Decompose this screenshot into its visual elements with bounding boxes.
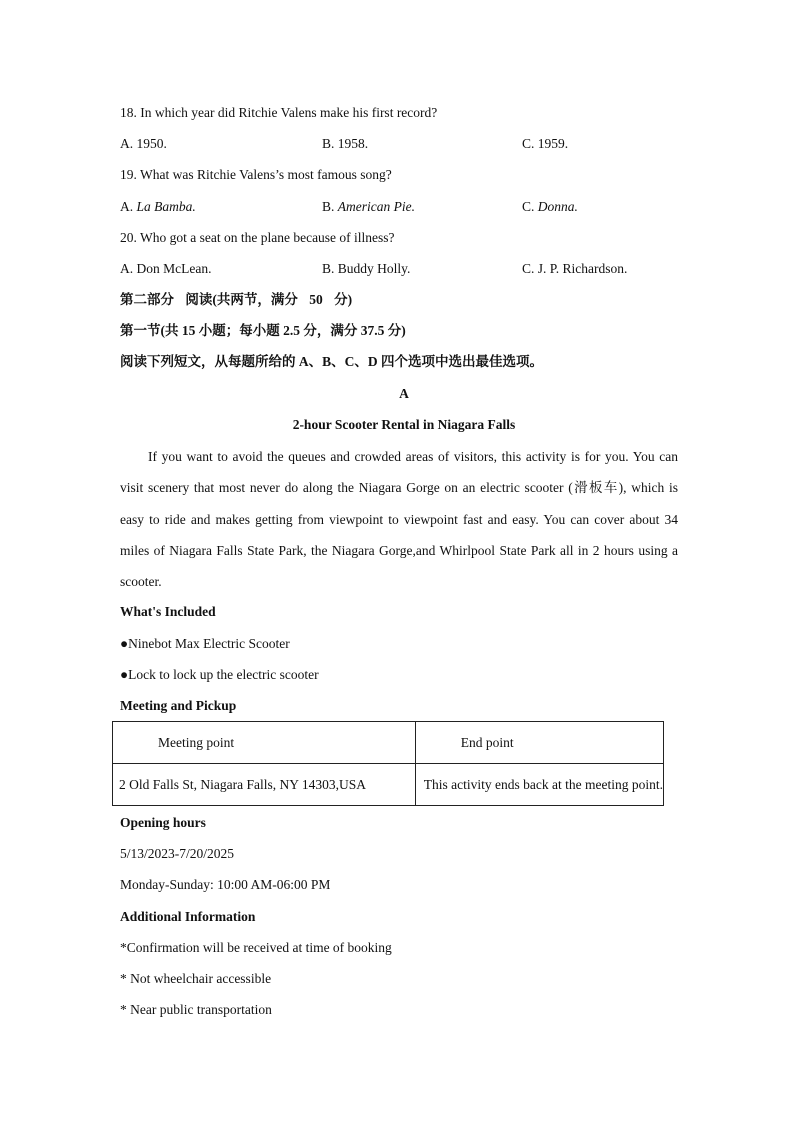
question-19-stem: 19. What was Ritchie Valens’s most famous song? bbox=[120, 167, 392, 182]
hours-times: Monday-Sunday: 10:00 AM-06:00 PM bbox=[120, 877, 331, 892]
table-cell: 2 Old Falls St, Niagara Falls, NY 14303,USA bbox=[113, 764, 416, 806]
passage-title: 2-hour Scooter Rental in Niagara Falls bbox=[292, 417, 516, 432]
part-heading: 第二部分 阅读(共两节，满分 50 分) bbox=[120, 292, 353, 307]
table-row bbox=[113, 764, 664, 806]
question-18-stem: 18. In which year did Ritchie Valens make his first record? bbox=[120, 105, 438, 120]
table-header-cell: Meeting point bbox=[113, 722, 416, 764]
question-20-option-a: A. Don McLean. bbox=[120, 261, 212, 276]
passage-intro-paragraph: If you want to avoid the queues and crowded areas of visitors, this activity is for you. You can visit scenery that most never do along the Niagara Gorge on an electric scooter (滑板车), which is easy to ride and makes getting from viewpoint to viewpoint fast and easy. You can cover about 34 miles of Niagara Falls State Park, the Niagara Gorge,and Whirlpool State Park all in 2 hours using a scooter. bbox=[120, 449, 678, 590]
question-20-option-b: B. Buddy Holly. bbox=[322, 261, 411, 276]
question-19-option-b: B. American Pie. bbox=[322, 199, 415, 214]
table-header-cell: End point bbox=[415, 722, 663, 764]
table-header-row bbox=[113, 722, 664, 764]
table-cell: This activity ends back at the meeting point. bbox=[415, 764, 663, 806]
question-18-option-a: A. 1950. bbox=[120, 136, 167, 151]
included-item: ●Ninebot Max Electric Scooter bbox=[120, 636, 290, 651]
question-19-option-c: C. Donna. bbox=[522, 199, 578, 214]
additional-heading: Additional Information bbox=[120, 909, 256, 924]
meeting-heading: Meeting and Pickup bbox=[120, 698, 237, 713]
included-heading: What's Included bbox=[120, 604, 216, 619]
instruction-text: 阅读下列短文，从每题所给的 A、B、C、D 四个选项中选出最佳选项。 bbox=[120, 354, 544, 369]
additional-item: * Not wheelchair accessible bbox=[120, 971, 272, 986]
meeting-table bbox=[112, 721, 664, 806]
question-19-option-a: A. La Bamba. bbox=[120, 199, 196, 214]
additional-item: * Near public transportation bbox=[120, 1002, 272, 1017]
hours-dates: 5/13/2023-7/20/2025 bbox=[120, 846, 234, 861]
question-20-stem: 20. Who got a seat on the plane because of illness? bbox=[120, 230, 395, 245]
passage-letter: A bbox=[399, 386, 409, 401]
question-20-option-c: C. J. P. Richardson. bbox=[522, 261, 628, 276]
additional-item: *Confirmation will be received at time of booking bbox=[120, 940, 392, 955]
hours-heading: Opening hours bbox=[120, 815, 206, 830]
included-item: ●Lock to lock up the electric scooter bbox=[120, 667, 319, 682]
subsection-heading: 第一节(共 15 小题；每小题 2.5 分，满分 37.5 分) bbox=[120, 323, 406, 338]
question-18-option-b: B. 1958. bbox=[322, 136, 369, 151]
question-18-option-c: C. 1959. bbox=[522, 136, 569, 151]
